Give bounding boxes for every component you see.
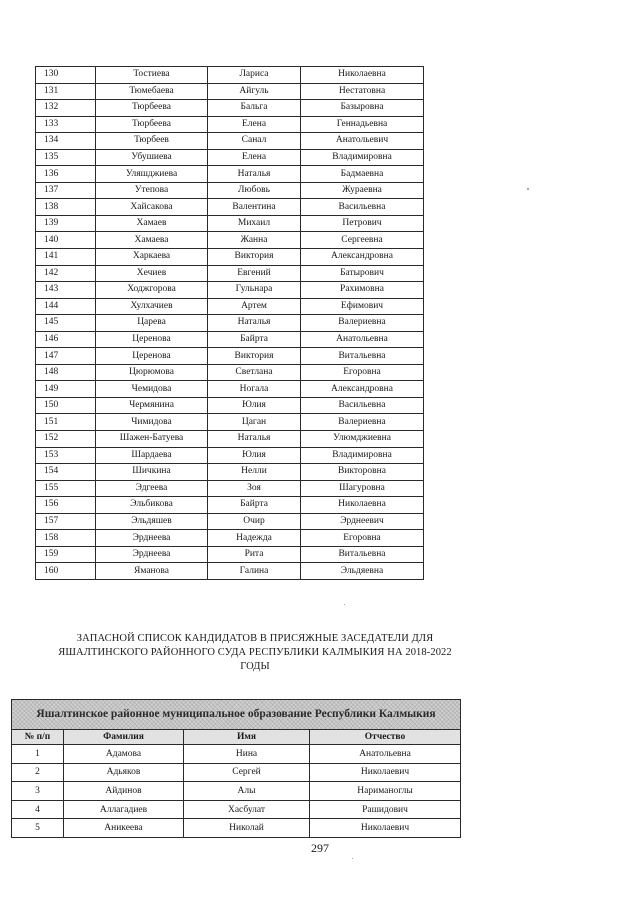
surname-cell: Церенова	[96, 348, 208, 365]
col-header-patronymic: Отчество	[310, 730, 461, 745]
name-cell: Ногала	[208, 381, 301, 398]
table-row	[12, 782, 461, 801]
table-row	[36, 348, 424, 365]
name-cell: Евгений	[208, 265, 301, 282]
number-cell: 134	[36, 133, 96, 150]
name-cell: Цаган	[208, 414, 301, 431]
patronymic-cell: Улюмджиевна	[301, 431, 424, 448]
name-cell: Виктория	[208, 348, 301, 365]
patronymic-cell: Шагуровна	[301, 480, 424, 497]
surname-cell: Утепова	[96, 182, 208, 199]
surname-cell: Шардаева	[96, 447, 208, 464]
table-row	[36, 497, 424, 514]
reserve-table-body	[12, 745, 461, 838]
surname-cell: Харкаева	[96, 249, 208, 266]
name-cell: Байрта	[208, 331, 301, 348]
table-row	[36, 431, 424, 448]
number-cell: 151	[36, 414, 96, 431]
reserve-title-line-1: ЗАПАСНОЙ СПИСОК КАНДИДАТОВ В ПРИСЯЖНЫЕ ЗАСЕДАТЕЛИ ДЛЯ	[76, 633, 434, 644]
name-cell: Любовь	[208, 182, 301, 199]
name-cell: Елена	[208, 149, 301, 166]
table-row	[36, 232, 424, 249]
surname-cell: Хечиев	[96, 265, 208, 282]
number-cell: 154	[36, 464, 96, 481]
number-cell: 130	[36, 67, 96, 84]
number-cell: 5	[12, 819, 64, 838]
number-cell: 1	[12, 745, 64, 764]
table-row	[36, 282, 424, 299]
patronymic-cell: Анатольевна	[301, 331, 424, 348]
municipality-banner: Яшалтинское районное муниципальное образование Республики Калмыкия	[12, 700, 461, 730]
table-row	[36, 397, 424, 414]
patronymic-cell: Витальевна	[301, 546, 424, 563]
name-cell: Айгуль	[208, 83, 301, 100]
table-row	[36, 381, 424, 398]
name-cell: Михаил	[208, 215, 301, 232]
name-cell: Бальга	[208, 100, 301, 117]
surname-cell: Айдинов	[64, 782, 184, 801]
table-row	[36, 331, 424, 348]
patronymic-cell: Васильевна	[301, 199, 424, 216]
name-cell: Артем	[208, 298, 301, 315]
patronymic-cell: Александровна	[301, 381, 424, 398]
table-row	[36, 199, 424, 216]
name-cell: Лариса	[208, 67, 301, 84]
scan-speck	[344, 604, 345, 605]
candidates-table-body	[36, 67, 424, 580]
number-cell: 152	[36, 431, 96, 448]
number-cell: 138	[36, 199, 96, 216]
table-row	[36, 133, 424, 150]
surname-cell: Хамаев	[96, 215, 208, 232]
patronymic-cell: Ефимович	[301, 298, 424, 315]
table-row	[36, 563, 424, 580]
table-row	[36, 149, 424, 166]
patronymic-cell: Анатольевна	[310, 745, 461, 764]
surname-cell: Церенова	[96, 331, 208, 348]
reserve-title-line-2: ЯШАЛТИНСКОГО РАЙОННОГО СУДА РЕСПУБЛИКИ КАЛМЫКИЯ НА 2018-2022	[58, 647, 452, 658]
table-row	[36, 464, 424, 481]
surname-cell: Цюрюмова	[96, 364, 208, 381]
surname-cell: Хулхачиев	[96, 298, 208, 315]
name-cell: Алы	[184, 782, 310, 801]
surname-cell: Тюмебаева	[96, 83, 208, 100]
patronymic-cell: Витальевна	[301, 348, 424, 365]
number-cell: 150	[36, 397, 96, 414]
number-cell: 160	[36, 563, 96, 580]
number-cell: 2	[12, 763, 64, 782]
surname-cell: Аллагадиев	[64, 800, 184, 819]
surname-cell: Эрднеева	[96, 530, 208, 547]
patronymic-cell: Валериевна	[301, 414, 424, 431]
table-row	[36, 215, 424, 232]
number-cell: 146	[36, 331, 96, 348]
surname-cell: Тюрбеев	[96, 133, 208, 150]
name-cell: Наталья	[208, 166, 301, 183]
surname-cell: Аникеева	[64, 819, 184, 838]
patronymic-cell: Викторовна	[301, 464, 424, 481]
surname-cell: Эдгеева	[96, 480, 208, 497]
name-cell: Наталья	[208, 431, 301, 448]
number-cell: 139	[36, 215, 96, 232]
number-cell: 155	[36, 480, 96, 497]
name-cell: Николай	[184, 819, 310, 838]
surname-cell: Убушиева	[96, 149, 208, 166]
reserve-list-title	[20, 632, 490, 674]
scan-speck	[352, 858, 353, 859]
patronymic-cell: Егоровна	[301, 364, 424, 381]
patronymic-cell: Нестатовна	[301, 83, 424, 100]
patronymic-cell: Геннадьевна	[301, 116, 424, 133]
patronymic-cell: Сергеевна	[301, 232, 424, 249]
number-cell: 159	[36, 546, 96, 563]
number-cell: 140	[36, 232, 96, 249]
surname-cell: Чимидова	[96, 414, 208, 431]
number-cell: 135	[36, 149, 96, 166]
surname-cell: Хамаева	[96, 232, 208, 249]
table-row	[36, 166, 424, 183]
patronymic-cell: Васильевна	[301, 397, 424, 414]
number-cell: 149	[36, 381, 96, 398]
surname-cell: Уляшджиева	[96, 166, 208, 183]
patronymic-cell: Владимировна	[301, 447, 424, 464]
number-cell: 142	[36, 265, 96, 282]
name-cell: Юлия	[208, 447, 301, 464]
number-cell: 156	[36, 497, 96, 514]
patronymic-cell: Николаевна	[301, 67, 424, 84]
number-cell: 137	[36, 182, 96, 199]
table-row	[36, 265, 424, 282]
table-row	[36, 414, 424, 431]
surname-cell: Шичкина	[96, 464, 208, 481]
patronymic-cell: Владимировна	[301, 149, 424, 166]
number-cell: 133	[36, 116, 96, 133]
name-cell: Гульнара	[208, 282, 301, 299]
table-row	[36, 100, 424, 117]
patronymic-cell: Николаевич	[310, 763, 461, 782]
surname-cell: Яманова	[96, 563, 208, 580]
patronymic-cell: Эрднеевич	[301, 513, 424, 530]
name-cell: Сергей	[184, 763, 310, 782]
table-row	[36, 249, 424, 266]
surname-cell: Царева	[96, 315, 208, 332]
col-header-number: № п/п	[12, 730, 64, 745]
column-header-row	[12, 730, 461, 745]
name-cell: Жанна	[208, 232, 301, 249]
page-number: 297	[311, 841, 329, 855]
patronymic-cell: Александровна	[301, 249, 424, 266]
name-cell: Юлия	[208, 397, 301, 414]
table-row	[36, 364, 424, 381]
name-cell: Рита	[208, 546, 301, 563]
table-row	[12, 745, 461, 764]
surname-cell: Тюрбеева	[96, 116, 208, 133]
number-cell: 157	[36, 513, 96, 530]
municipality-banner-row	[12, 700, 461, 730]
table-row	[36, 315, 424, 332]
number-cell: 131	[36, 83, 96, 100]
number-cell: 132	[36, 100, 96, 117]
table-row	[36, 67, 424, 84]
table-row	[36, 480, 424, 497]
patronymic-cell: Анатольевич	[301, 133, 424, 150]
patronymic-cell: Эльдяевна	[301, 563, 424, 580]
patronymic-cell: Нариманоглы	[310, 782, 461, 801]
name-cell: Нелли	[208, 464, 301, 481]
reserve-candidates-table	[11, 699, 461, 838]
patronymic-cell: Рашидович	[310, 800, 461, 819]
patronymic-cell: Николаевич	[310, 819, 461, 838]
patronymic-cell: Николаевна	[301, 497, 424, 514]
number-cell: 144	[36, 298, 96, 315]
name-cell: Светлана	[208, 364, 301, 381]
surname-cell: Эрднеева	[96, 546, 208, 563]
surname-cell: Ходжгорова	[96, 282, 208, 299]
name-cell: Хасбулат	[184, 800, 310, 819]
number-cell: 3	[12, 782, 64, 801]
table-row	[36, 116, 424, 133]
number-cell: 141	[36, 249, 96, 266]
col-header-surname: Фамилия	[64, 730, 184, 745]
name-cell: Зоя	[208, 480, 301, 497]
surname-cell: Эльбикова	[96, 497, 208, 514]
reserve-title-line-3: ГОДЫ	[240, 661, 270, 672]
patronymic-cell: Рахимовна	[301, 282, 424, 299]
name-cell: Нина	[184, 745, 310, 764]
surname-cell: Хайсакова	[96, 199, 208, 216]
number-cell: 143	[36, 282, 96, 299]
patronymic-cell: Жураевна	[301, 182, 424, 199]
table-row	[36, 546, 424, 563]
name-cell: Надежда	[208, 530, 301, 547]
number-cell: 4	[12, 800, 64, 819]
surname-cell: Чермянина	[96, 397, 208, 414]
scan-speck	[527, 188, 529, 190]
number-cell: 148	[36, 364, 96, 381]
table-row	[12, 800, 461, 819]
table-row	[12, 819, 461, 838]
number-cell: 136	[36, 166, 96, 183]
table-row	[36, 447, 424, 464]
patronymic-cell: Петрович	[301, 215, 424, 232]
table-row	[36, 182, 424, 199]
name-cell: Виктория	[208, 249, 301, 266]
name-cell: Байрта	[208, 497, 301, 514]
candidates-table-continued	[35, 66, 424, 580]
surname-cell: Адьяков	[64, 763, 184, 782]
number-cell: 145	[36, 315, 96, 332]
patronymic-cell: Егоровна	[301, 530, 424, 547]
surname-cell: Шажен-Батуева	[96, 431, 208, 448]
surname-cell: Адамова	[64, 745, 184, 764]
patronymic-cell: Валериевна	[301, 315, 424, 332]
name-cell: Наталья	[208, 315, 301, 332]
table-row	[36, 513, 424, 530]
patronymic-cell: Базыровна	[301, 100, 424, 117]
table-row	[36, 298, 424, 315]
surname-cell: Тостиева	[96, 67, 208, 84]
patronymic-cell: Бадмаевна	[301, 166, 424, 183]
name-cell: Елена	[208, 116, 301, 133]
name-cell: Санал	[208, 133, 301, 150]
number-cell: 153	[36, 447, 96, 464]
number-cell: 147	[36, 348, 96, 365]
patronymic-cell: Батырович	[301, 265, 424, 282]
name-cell: Валентина	[208, 199, 301, 216]
number-cell: 158	[36, 530, 96, 547]
col-header-name: Имя	[184, 730, 310, 745]
surname-cell: Чемидова	[96, 381, 208, 398]
surname-cell: Эльдяшев	[96, 513, 208, 530]
table-row	[36, 83, 424, 100]
table-row	[12, 763, 461, 782]
surname-cell: Тюрбеева	[96, 100, 208, 117]
name-cell: Галина	[208, 563, 301, 580]
name-cell: Очир	[208, 513, 301, 530]
table-row	[36, 530, 424, 547]
